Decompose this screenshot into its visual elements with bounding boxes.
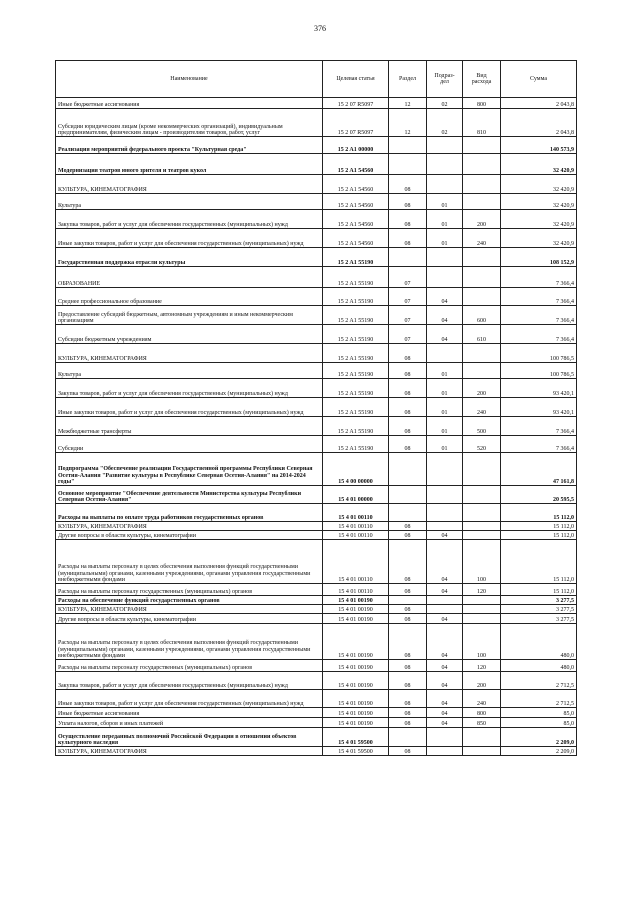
cell-expense-type: 100 xyxy=(463,624,501,660)
table-row xyxy=(56,363,577,379)
cell-sum: 7 366,4 xyxy=(501,417,577,436)
cell-expense-type: 500 xyxy=(463,417,501,436)
cell-section: 08 xyxy=(389,624,427,660)
cell-subsection: 04 xyxy=(427,288,463,306)
cell-subsection xyxy=(427,154,463,175)
table-row xyxy=(56,728,577,747)
cell-sum: 7 366,4 xyxy=(501,306,577,325)
cell-sum: 32 420,9 xyxy=(501,210,577,229)
cell-subsection: 04 xyxy=(427,718,463,728)
cell-sum: 2 712,5 xyxy=(501,690,577,708)
cell-sum: 15 112,0 xyxy=(501,584,577,596)
cell-expense-type: 120 xyxy=(463,660,501,672)
cell-target-code: 15 4 01 00190 xyxy=(323,708,389,718)
cell-sum: 32 420,9 xyxy=(501,194,577,210)
cell-expense-type: 240 xyxy=(463,229,501,248)
cell-section xyxy=(389,728,427,747)
cell-expense-type: 200 xyxy=(463,672,501,690)
table-row xyxy=(56,109,577,137)
cell-section xyxy=(389,154,427,175)
cell-sum: 32 420,9 xyxy=(501,229,577,248)
cell-target-code: 15 2 07 R5097 xyxy=(323,98,389,109)
header-sum: Сумма xyxy=(501,61,577,98)
cell-name: Иные закупки товаров, работ и услуг для обеспечения государственных (муниципальных) нужд xyxy=(56,229,323,248)
cell-name: Закупка товаров, работ и услуг для обеспечения государственных (муниципальных) нужд xyxy=(56,672,323,690)
cell-section: 08 xyxy=(389,605,427,614)
cell-section: 08 xyxy=(389,531,427,540)
budget-table xyxy=(55,60,577,756)
cell-target-code: 15 2 A1 54560 xyxy=(323,175,389,194)
cell-subsection: 04 xyxy=(427,672,463,690)
cell-subsection: 01 xyxy=(427,229,463,248)
cell-target-code: 15 4 01 59500 xyxy=(323,728,389,747)
cell-expense-type: 610 xyxy=(463,325,501,344)
cell-section: 08 xyxy=(389,708,427,718)
cell-sum: 2 209,0 xyxy=(501,728,577,747)
page-number: 376 xyxy=(314,24,326,33)
cell-target-code: 15 4 01 00110 xyxy=(323,504,389,522)
cell-name: Другие вопросы в области культуры, кинематографии xyxy=(56,531,323,540)
cell-target-code: 15 2 A1 55190 xyxy=(323,306,389,325)
cell-target-code: 15 4 01 00110 xyxy=(323,522,389,531)
cell-sum: 15 112,0 xyxy=(501,504,577,522)
cell-target-code: 15 4 01 00190 xyxy=(323,660,389,672)
cell-subsection: 01 xyxy=(427,436,463,453)
cell-name: КУЛЬТУРА, КИНЕМАТОГРАФИЯ xyxy=(56,747,323,756)
cell-name: Закупка товаров, работ и услуг для обеспечения государственных (муниципальных) нужд xyxy=(56,210,323,229)
cell-expense-type xyxy=(463,175,501,194)
cell-subsection: 04 xyxy=(427,690,463,708)
cell-name: Государственная поддержка отрасли культуры xyxy=(56,248,323,267)
cell-subsection: 01 xyxy=(427,210,463,229)
cell-expense-type: 520 xyxy=(463,436,501,453)
cell-name: Среднее профессиональное образование xyxy=(56,288,323,306)
cell-sum: 2 209,0 xyxy=(501,747,577,756)
cell-expense-type: 600 xyxy=(463,306,501,325)
cell-target-code: 15 2 A1 55190 xyxy=(323,398,389,417)
cell-expense-type xyxy=(463,522,501,531)
cell-expense-type: 240 xyxy=(463,690,501,708)
cell-name: Уплата налогов, сборов и иных платежей xyxy=(56,718,323,728)
cell-name: Культура xyxy=(56,194,323,210)
cell-sum: 32 420,9 xyxy=(501,154,577,175)
cell-name: Субсидии юридическим лицам (кроме некоммерческих организаций), индивидуальным предпринимателям, физическим лицам - производителям товаров, работ, услуг xyxy=(56,109,323,137)
cell-section: 12 xyxy=(389,98,427,109)
cell-subsection xyxy=(427,605,463,614)
cell-sum: 85,0 xyxy=(501,718,577,728)
table-row xyxy=(56,436,577,453)
cell-section: 08 xyxy=(389,584,427,596)
cell-name: Расходы на выплаты персоналу в целях обеспечения выполнения функций государственными (муниципальными) органами, казенными учреждениями, органами управления государственными внебюджетными фондами xyxy=(56,624,323,660)
cell-section xyxy=(389,137,427,154)
cell-sum: 3 277,5 xyxy=(501,596,577,605)
cell-name: ОБРАЗОВАНИЕ xyxy=(56,267,323,288)
cell-expense-type xyxy=(463,614,501,624)
cell-expense-type: 850 xyxy=(463,718,501,728)
cell-subsection: 04 xyxy=(427,708,463,718)
cell-section: 08 xyxy=(389,229,427,248)
header-section: Раздел xyxy=(389,61,427,98)
cell-sum: 3 277,5 xyxy=(501,605,577,614)
table-row xyxy=(56,531,577,540)
cell-target-code: 15 4 01 00000 xyxy=(323,486,389,504)
table-row xyxy=(56,453,577,486)
cell-subsection: 01 xyxy=(427,194,463,210)
table-row xyxy=(56,325,577,344)
cell-name: Субсидии xyxy=(56,436,323,453)
table-row xyxy=(56,718,577,728)
cell-name: КУЛЬТУРА, КИНЕМАТОГРАФИЯ xyxy=(56,605,323,614)
table-row xyxy=(56,344,577,363)
cell-subsection: 04 xyxy=(427,540,463,584)
cell-section: 12 xyxy=(389,109,427,137)
header-name: Наименование xyxy=(56,61,323,98)
cell-subsection xyxy=(427,453,463,486)
cell-sum: 2 712,5 xyxy=(501,672,577,690)
cell-subsection: 04 xyxy=(427,531,463,540)
cell-target-code: 15 2 A1 00000 xyxy=(323,137,389,154)
cell-name: КУЛЬТУРА, КИНЕМАТОГРАФИЯ xyxy=(56,522,323,531)
cell-subsection: 04 xyxy=(427,614,463,624)
cell-sum: 93 420,1 xyxy=(501,379,577,398)
table-row xyxy=(56,98,577,109)
cell-expense-type: 120 xyxy=(463,584,501,596)
cell-target-code: 15 2 A1 55190 xyxy=(323,363,389,379)
cell-expense-type: 100 xyxy=(463,540,501,584)
cell-name: Предоставление субсидий бюджетным, автономным учреждениям и иным некоммерческим организациям xyxy=(56,306,323,325)
cell-section: 08 xyxy=(389,540,427,584)
table-row xyxy=(56,540,577,584)
cell-section: 07 xyxy=(389,325,427,344)
cell-name: Расходы на выплаты персоналу в целях обеспечения выполнения функций государственными (муниципальными) органами, казенными учреждениями, органами управления государственными внебюджетными фондами xyxy=(56,540,323,584)
cell-expense-type xyxy=(463,605,501,614)
cell-name: Расходы на выплаты по оплате труда работников государственных органов xyxy=(56,504,323,522)
cell-sum: 480,0 xyxy=(501,624,577,660)
table-row xyxy=(56,747,577,756)
table-row xyxy=(56,672,577,690)
cell-sum: 480,0 xyxy=(501,660,577,672)
header-code: Целевая статья xyxy=(323,61,389,98)
cell-sum: 7 366,4 xyxy=(501,325,577,344)
cell-sum: 7 366,4 xyxy=(501,267,577,288)
cell-expense-type xyxy=(463,288,501,306)
cell-expense-type xyxy=(463,504,501,522)
cell-expense-type xyxy=(463,453,501,486)
table-row xyxy=(56,522,577,531)
cell-sum: 32 420,9 xyxy=(501,175,577,194)
cell-sum: 7 366,4 xyxy=(501,288,577,306)
cell-subsection: 04 xyxy=(427,624,463,660)
cell-target-code: 15 4 01 00190 xyxy=(323,624,389,660)
cell-expense-type: 200 xyxy=(463,379,501,398)
cell-target-code: 15 2 A1 54560 xyxy=(323,210,389,229)
cell-section: 08 xyxy=(389,718,427,728)
cell-section xyxy=(389,504,427,522)
cell-subsection: 02 xyxy=(427,98,463,109)
table-row xyxy=(56,605,577,614)
cell-sum: 100 786,5 xyxy=(501,344,577,363)
cell-section xyxy=(389,486,427,504)
cell-expense-type xyxy=(463,194,501,210)
cell-target-code: 15 2 07 R5097 xyxy=(323,109,389,137)
cell-subsection xyxy=(427,728,463,747)
table-row xyxy=(56,486,577,504)
cell-sum: 20 595,5 xyxy=(501,486,577,504)
header-subsection: Подраз- дел xyxy=(427,61,463,98)
table-row xyxy=(56,288,577,306)
table-row xyxy=(56,690,577,708)
cell-name: Осуществление переданных полномочий Российской Федерации в отношении объектов культурного наследия xyxy=(56,728,323,747)
cell-expense-type: 800 xyxy=(463,708,501,718)
cell-target-code: 15 2 A1 54560 xyxy=(323,154,389,175)
cell-target-code: 15 4 01 00190 xyxy=(323,605,389,614)
cell-subsection xyxy=(427,504,463,522)
table-row xyxy=(56,708,577,718)
cell-target-code: 15 2 A1 55190 xyxy=(323,379,389,398)
cell-name: Иные бюджетные ассигнования xyxy=(56,708,323,718)
table-row xyxy=(56,194,577,210)
cell-subsection: 01 xyxy=(427,417,463,436)
cell-expense-type: 200 xyxy=(463,210,501,229)
cell-subsection xyxy=(427,522,463,531)
cell-subsection xyxy=(427,747,463,756)
cell-subsection: 01 xyxy=(427,363,463,379)
cell-target-code: 15 2 A1 54560 xyxy=(323,229,389,248)
cell-sum: 15 112,0 xyxy=(501,522,577,531)
cell-sum: 100 786,5 xyxy=(501,363,577,379)
cell-target-code: 15 2 A1 54560 xyxy=(323,194,389,210)
cell-subsection xyxy=(427,486,463,504)
cell-name: Расходы на выплаты персоналу государственных (муниципальных) органов xyxy=(56,584,323,596)
cell-target-code: 15 4 01 00190 xyxy=(323,672,389,690)
cell-name: Реализация мероприятий федерального проекта "Культурная среда" xyxy=(56,137,323,154)
cell-target-code: 15 4 01 00190 xyxy=(323,690,389,708)
cell-section: 08 xyxy=(389,614,427,624)
cell-section: 08 xyxy=(389,747,427,756)
cell-section: 08 xyxy=(389,210,427,229)
cell-target-code: 15 4 01 00110 xyxy=(323,540,389,584)
table-row xyxy=(56,417,577,436)
table-row xyxy=(56,379,577,398)
cell-expense-type xyxy=(463,267,501,288)
cell-target-code: 15 4 01 00190 xyxy=(323,614,389,624)
cell-name: Иные бюджетные ассигнования xyxy=(56,98,323,109)
cell-subsection xyxy=(427,344,463,363)
cell-target-code: 15 4 01 00190 xyxy=(323,718,389,728)
table-row xyxy=(56,154,577,175)
cell-sum: 2 043,8 xyxy=(501,109,577,137)
cell-sum: 15 112,0 xyxy=(501,531,577,540)
cell-target-code: 15 4 00 00000 xyxy=(323,453,389,486)
cell-sum: 15 112,0 xyxy=(501,540,577,584)
cell-name: Другие вопросы в области культуры, кинематографии xyxy=(56,614,323,624)
table-row xyxy=(56,137,577,154)
cell-expense-type xyxy=(463,531,501,540)
cell-target-code: 15 4 01 59500 xyxy=(323,747,389,756)
cell-target-code: 15 2 A1 55190 xyxy=(323,436,389,453)
cell-section: 08 xyxy=(389,522,427,531)
cell-subsection: 02 xyxy=(427,109,463,137)
table-row xyxy=(56,398,577,417)
cell-name: Основное мероприятие "Обеспечение деятельности Министерства культуры Республики Северная Осетия-Алания" xyxy=(56,486,323,504)
cell-section: 08 xyxy=(389,398,427,417)
cell-name: Модернизация театров юного зрителя и театров кукол xyxy=(56,154,323,175)
cell-expense-type xyxy=(463,486,501,504)
cell-section: 07 xyxy=(389,267,427,288)
cell-subsection xyxy=(427,267,463,288)
cell-target-code: 15 2 A1 55190 xyxy=(323,267,389,288)
cell-expense-type xyxy=(463,154,501,175)
table-row xyxy=(56,624,577,660)
cell-expense-type: 810 xyxy=(463,109,501,137)
cell-section: 08 xyxy=(389,660,427,672)
cell-section xyxy=(389,248,427,267)
cell-name: Субсидии бюджетным учреждениям xyxy=(56,325,323,344)
cell-sum: 108 152,9 xyxy=(501,248,577,267)
table-row xyxy=(56,175,577,194)
table-row xyxy=(56,210,577,229)
header-type: Вид расхода xyxy=(463,61,501,98)
cell-target-code: 15 2 A1 55190 xyxy=(323,344,389,363)
cell-expense-type: 240 xyxy=(463,398,501,417)
cell-name: Закупка товаров, работ и услуг для обеспечения государственных (муниципальных) нужд xyxy=(56,379,323,398)
cell-section: 08 xyxy=(389,344,427,363)
cell-sum: 85,0 xyxy=(501,708,577,718)
cell-section: 08 xyxy=(389,417,427,436)
cell-section: 07 xyxy=(389,306,427,325)
cell-section: 08 xyxy=(389,672,427,690)
cell-section: 08 xyxy=(389,436,427,453)
cell-section: 08 xyxy=(389,363,427,379)
cell-subsection: 04 xyxy=(427,584,463,596)
table-row xyxy=(56,660,577,672)
cell-expense-type xyxy=(463,747,501,756)
cell-subsection xyxy=(427,137,463,154)
table-row xyxy=(56,614,577,624)
cell-name: Расходы на обеспечение функций государственных органов xyxy=(56,596,323,605)
cell-subsection: 01 xyxy=(427,379,463,398)
cell-target-code: 15 4 01 00190 xyxy=(323,596,389,605)
cell-name: Расходы на выплаты персоналу государственных (муниципальных) органов xyxy=(56,660,323,672)
cell-sum: 2 043,8 xyxy=(501,98,577,109)
cell-sum: 140 573,9 xyxy=(501,137,577,154)
cell-subsection xyxy=(427,248,463,267)
cell-section: 07 xyxy=(389,288,427,306)
cell-section: 08 xyxy=(389,379,427,398)
cell-expense-type: 800 xyxy=(463,98,501,109)
cell-target-code: 15 2 A1 55190 xyxy=(323,325,389,344)
cell-expense-type xyxy=(463,344,501,363)
cell-sum: 7 366,4 xyxy=(501,436,577,453)
table-header-row xyxy=(56,61,577,98)
cell-section xyxy=(389,596,427,605)
cell-sum: 93 420,1 xyxy=(501,398,577,417)
cell-target-code: 15 2 A1 55190 xyxy=(323,288,389,306)
cell-sum: 47 161,8 xyxy=(501,453,577,486)
cell-expense-type xyxy=(463,728,501,747)
cell-name: Межбюджетные трансферты xyxy=(56,417,323,436)
cell-expense-type xyxy=(463,596,501,605)
cell-name: Иные закупки товаров, работ и услуг для обеспечения государственных (муниципальных) нужд xyxy=(56,398,323,417)
cell-subsection: 01 xyxy=(427,398,463,417)
cell-name: Культура xyxy=(56,363,323,379)
table-row xyxy=(56,248,577,267)
cell-name: Подпрограмма "Обеспечение реализации Государственной программы Республики Северная Осетия-Алания "Развитие культуры в Республике Северная Осетия-Алания" на 2014-2024 годы" xyxy=(56,453,323,486)
cell-target-code: 15 2 A1 55190 xyxy=(323,248,389,267)
cell-expense-type xyxy=(463,137,501,154)
cell-target-code: 15 4 01 00110 xyxy=(323,584,389,596)
cell-subsection xyxy=(427,596,463,605)
cell-name: КУЛЬТУРА, КИНЕМАТОГРАФИЯ xyxy=(56,175,323,194)
cell-section: 08 xyxy=(389,194,427,210)
cell-subsection: 04 xyxy=(427,660,463,672)
cell-section: 08 xyxy=(389,175,427,194)
table-row xyxy=(56,306,577,325)
cell-section: 08 xyxy=(389,690,427,708)
cell-subsection: 04 xyxy=(427,306,463,325)
cell-subsection xyxy=(427,175,463,194)
cell-name: Иные закупки товаров, работ и услуг для обеспечения государственных (муниципальных) нужд xyxy=(56,690,323,708)
cell-expense-type xyxy=(463,248,501,267)
cell-expense-type xyxy=(463,363,501,379)
table-row xyxy=(56,504,577,522)
table-row xyxy=(56,267,577,288)
cell-subsection: 04 xyxy=(427,325,463,344)
cell-section xyxy=(389,453,427,486)
cell-target-code: 15 4 01 00110 xyxy=(323,531,389,540)
cell-sum: 3 277,5 xyxy=(501,614,577,624)
table-row xyxy=(56,584,577,596)
table-row xyxy=(56,229,577,248)
table-row xyxy=(56,596,577,605)
cell-target-code: 15 2 A1 55190 xyxy=(323,417,389,436)
cell-name: КУЛЬТУРА, КИНЕМАТОГРАФИЯ xyxy=(56,344,323,363)
